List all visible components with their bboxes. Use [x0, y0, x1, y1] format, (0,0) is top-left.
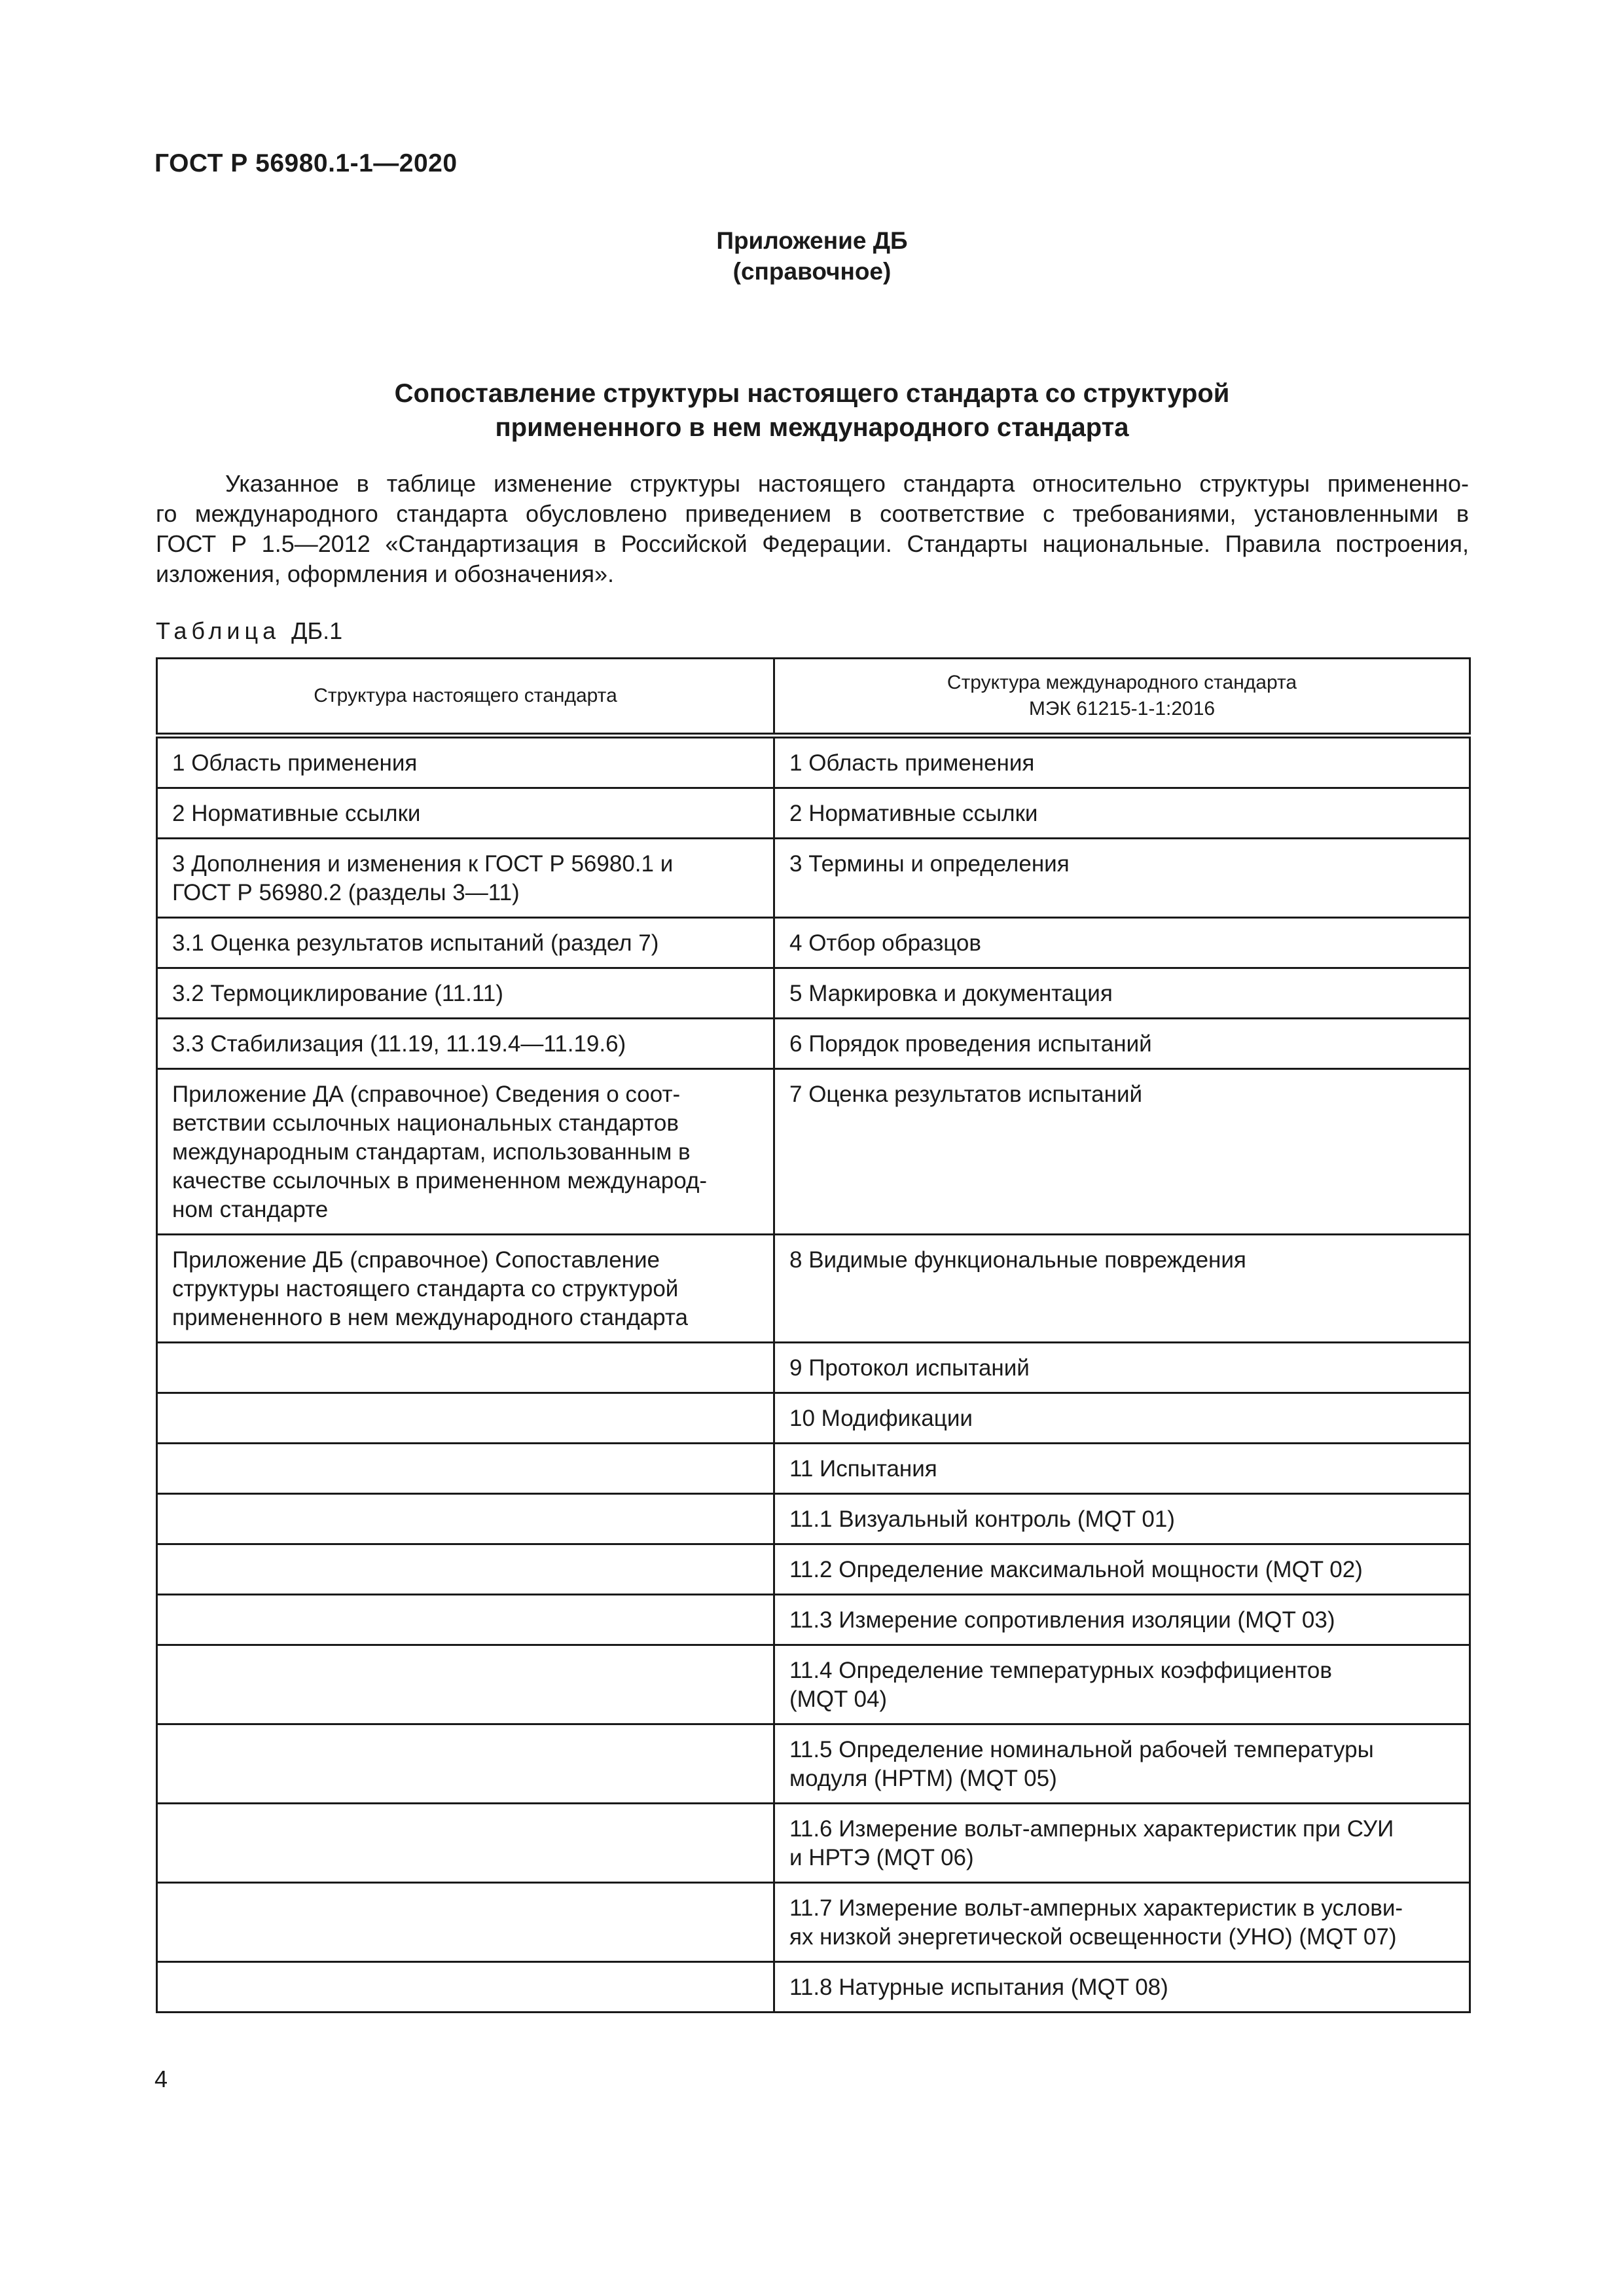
- table-row: [157, 1804, 1470, 1883]
- cell-text-line: 11.7 Измерение вольт-амперных характеристик в услови-: [789, 1895, 1403, 1921]
- table-row: [157, 1544, 1470, 1595]
- cell-current-standard: [157, 1883, 774, 1962]
- intro-line-4: изложения, оформления и обозначения».: [156, 560, 615, 587]
- cell-current-standard: [157, 1645, 774, 1724]
- cell-text-line: ГОСТ Р 56980.2 (разделы 3—11): [172, 880, 520, 905]
- table-caption: [156, 617, 342, 645]
- cell-text-line: 11.2 Определение максимальной мощности (MQT 02): [789, 1557, 1363, 1582]
- cell-text-line: 11.4 Определение температурных коэффициентов: [789, 1658, 1332, 1683]
- cell-current-standard: [157, 918, 774, 968]
- header-international-line-2: МЭК 61215-1-1:2016: [1028, 698, 1216, 720]
- cell-text-line: 8 Видимые функциональные повреждения: [789, 1247, 1246, 1273]
- cell-current-standard: [157, 1393, 774, 1444]
- cell-text-line: структуры настоящего стандарта со структурой: [172, 1276, 679, 1302]
- table-body: [157, 736, 1470, 2013]
- cell-current-standard: [157, 1804, 774, 1883]
- cell-current-standard: [157, 1069, 774, 1235]
- cell-text-line: 11.3 Измерение сопротивления изоляции (MQT 03): [789, 1607, 1335, 1633]
- cell-international-standard: [774, 1544, 1470, 1595]
- cell-current-standard: [157, 1544, 774, 1595]
- cell-current-standard: [157, 1019, 774, 1069]
- header-international-standard: [774, 659, 1470, 736]
- cell-text-line: (MQT 04): [789, 1686, 888, 1712]
- table-row: [157, 1444, 1470, 1494]
- cell-text-line: 2 Нормативные ссылки: [172, 801, 421, 826]
- cell-international-standard: [774, 736, 1470, 788]
- cell-text-line: 5 Маркировка и документация: [789, 981, 1113, 1006]
- cell-text-line: 6 Порядок проведения испытаний: [789, 1031, 1152, 1057]
- cell-text-line: 1 Область применения: [789, 750, 1035, 776]
- section-title: [0, 376, 1624, 445]
- table-row: [157, 1595, 1470, 1645]
- cell-text-line: 3.3 Стабилизация (11.19, 11.19.4—11.19.6): [172, 1031, 626, 1057]
- cell-text-line: ветствии ссылочных национальных стандартов: [172, 1110, 679, 1136]
- intro-line-2: го международного стандарта обусловлено приведением в соответствие с требованиями, установленными в: [156, 500, 1469, 527]
- cell-current-standard: [157, 968, 774, 1019]
- cell-text-line: примененного в нем международного стандарта: [172, 1305, 688, 1330]
- structure-comparison-table: [156, 657, 1471, 2013]
- table-row: [157, 1724, 1470, 1804]
- table-row: [157, 788, 1470, 839]
- cell-text-line: 3 Дополнения и изменения к ГОСТ Р 56980.1 и: [172, 851, 674, 877]
- table-header-row: [157, 659, 1470, 736]
- cell-international-standard: [774, 1645, 1470, 1724]
- intro-line-3: ГОСТ Р 1.5—2012 «Стандартизация в Российской Федерации. Стандарты национальные. Правила построения,: [156, 530, 1469, 557]
- cell-international-standard: [774, 1494, 1470, 1544]
- cell-text-line: 1 Область применения: [172, 750, 418, 776]
- cell-text-line: 9 Протокол испытаний: [789, 1355, 1030, 1381]
- cell-current-standard: [157, 736, 774, 788]
- table-caption-number: ДБ.1: [291, 617, 343, 644]
- cell-text-line: Приложение ДА (справочное) Сведения о соот-: [172, 1082, 681, 1107]
- cell-text-line: 11.8 Натурные испытания (MQT 08): [789, 1975, 1168, 2000]
- cell-text-line: и НРТЭ (MQT 06): [789, 1845, 974, 1870]
- appendix-note: (справочное): [732, 258, 892, 285]
- cell-international-standard: [774, 968, 1470, 1019]
- intro-paragraph: [156, 469, 1469, 589]
- table-row: [157, 1962, 1470, 2013]
- appendix-title: Приложение ДБ: [716, 227, 908, 254]
- page-number: 4: [154, 2066, 168, 2092]
- cell-text-line: 7 Оценка результатов испытаний: [789, 1082, 1143, 1107]
- cell-current-standard: [157, 1444, 774, 1494]
- cell-international-standard: [774, 1235, 1470, 1343]
- cell-international-standard: [774, 1019, 1470, 1069]
- cell-international-standard: [774, 918, 1470, 968]
- cell-text-line: 11.5 Определение номинальной рабочей температуры: [789, 1737, 1374, 1762]
- table-row: [157, 918, 1470, 968]
- table-row: [157, 1069, 1470, 1235]
- cell-text-line: 2 Нормативные ссылки: [789, 801, 1038, 826]
- cell-international-standard: [774, 1962, 1470, 2013]
- cell-current-standard: [157, 1595, 774, 1645]
- cell-international-standard: [774, 1343, 1470, 1393]
- cell-text-line: 11.1 Визуальный контроль (MQT 01): [789, 1506, 1175, 1532]
- header-international-line-1: Структура международного стандарта: [947, 672, 1297, 693]
- cell-international-standard: [774, 1393, 1470, 1444]
- table-row: [157, 1393, 1470, 1444]
- cell-international-standard: [774, 839, 1470, 918]
- cell-text-line: 11 Испытания: [789, 1456, 937, 1482]
- intro-line-1: Указанное в таблице изменение структуры настоящего стандарта относительно структуры примененно-: [225, 470, 1469, 497]
- section-title-line-1: Сопоставление структуры настоящего стандарта со структурой: [394, 379, 1230, 408]
- table-row: [157, 1645, 1470, 1724]
- cell-current-standard: [157, 1235, 774, 1343]
- cell-current-standard: [157, 839, 774, 918]
- cell-text-line: ном стандарте: [172, 1197, 329, 1222]
- cell-current-standard: [157, 788, 774, 839]
- cell-text-line: 3.1 Оценка результатов испытаний (раздел 7): [172, 930, 659, 956]
- cell-text-line: 4 Отбор образцов: [789, 930, 981, 956]
- cell-current-standard: [157, 1343, 774, 1393]
- table-row: [157, 968, 1470, 1019]
- table-row: [157, 736, 1470, 788]
- cell-text-line: 11.6 Измерение вольт-амперных характеристик при СУИ: [789, 1816, 1394, 1842]
- cell-current-standard: [157, 1724, 774, 1804]
- header-current-standard: Структура настоящего стандарта: [157, 659, 774, 736]
- table-caption-word: Таблица: [156, 617, 281, 644]
- cell-text-line: ях низкой энергетической освещенности (УНО) (MQT 07): [789, 1924, 1397, 1950]
- table-row: [157, 1019, 1470, 1069]
- cell-text-line: 10 Модификации: [789, 1406, 973, 1431]
- cell-international-standard: [774, 1069, 1470, 1235]
- table-row: [157, 1235, 1470, 1343]
- section-title-line-2: примененного в нем международного стандарта: [495, 413, 1129, 442]
- cell-current-standard: [157, 1962, 774, 2013]
- cell-text-line: 3 Термины и определения: [789, 851, 1070, 877]
- cell-text-line: международным стандартам, использованным в: [172, 1139, 691, 1165]
- table-row: [157, 1883, 1470, 1962]
- table-row: [157, 1343, 1470, 1393]
- cell-international-standard: [774, 1595, 1470, 1645]
- cell-text-line: качестве ссылочных в примененном международ-: [172, 1168, 708, 1194]
- cell-current-standard: [157, 1494, 774, 1544]
- table-row: [157, 839, 1470, 918]
- cell-international-standard: [774, 1724, 1470, 1804]
- cell-international-standard: [774, 788, 1470, 839]
- cell-text-line: 3.2 Термоциклирование (11.11): [172, 981, 503, 1006]
- cell-international-standard: [774, 1883, 1470, 1962]
- cell-text-line: Приложение ДБ (справочное) Сопоставление: [172, 1247, 660, 1273]
- cell-text-line: модуля (НРТМ) (MQT 05): [789, 1766, 1057, 1791]
- table-row: [157, 1494, 1470, 1544]
- cell-international-standard: [774, 1444, 1470, 1494]
- document-code: ГОСТ Р 56980.1-1—2020: [154, 149, 458, 177]
- cell-international-standard: [774, 1804, 1470, 1883]
